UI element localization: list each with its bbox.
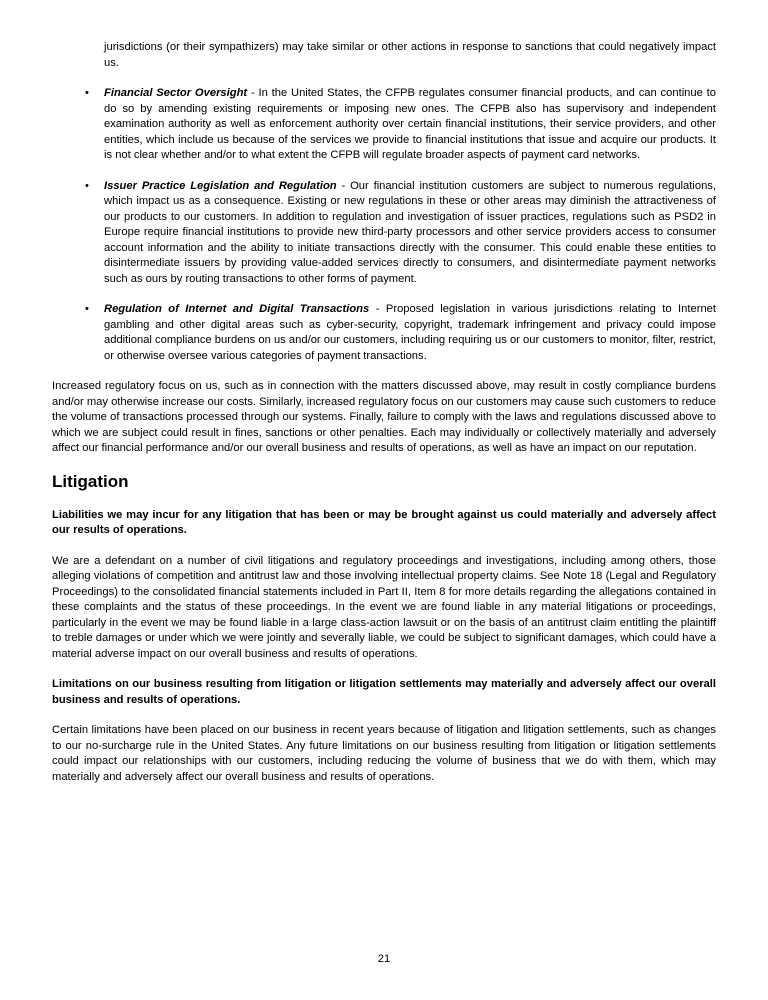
bullet-icon: • bbox=[85, 303, 89, 315]
paragraph-regulatory-focus: Increased regulatory focus on us, such as in connection with the matters discussed above, may result in costly compliance burdens and/or may otherwise increase our costs. Similarly, increased regulatory focus on our customers may cause such customers to reduce the volume of transactions processed through our systems. Finally, failure to comply with the laws and regulations discussed above to which we are subject could result in fines, sanctions or other penalties. Each may individually or collectively materially and adversely affect our financial performance and/or our overall business and results of operations, as well as have an impact on our reputation. bbox=[52, 380, 716, 454]
bullet-item-issuer-practice bbox=[52, 179, 716, 288]
bullet-text bbox=[104, 179, 716, 288]
continuation-paragraph: jurisdictions (or their sympathizers) may take similar or other actions in response to sanctions that could negatively impact us. bbox=[104, 41, 716, 69]
bullet-lead: Issuer Practice Legislation and Regulation bbox=[104, 179, 337, 192]
risk-statement-limitations: Limitations on our business resulting from litigation or litigation settlements may materially and adversely affect our overall business and results of operations. bbox=[52, 678, 716, 706]
paragraph-defendant: We are a defendant on a number of civil litigations and regulatory proceedings and investigations, including among others, those alleging violations of competition and antitrust law and those involving intellectual property claims. See Note 18 (Legal and Regulatory Proceedings) to the consolidated financial statements included in Part II, Item 8 for more details regarding the allegations contained in these complaints and the status of these proceedings. In the event we are found liable in any material litigations or proceedings, particularly in the event we may be found liable in a large class-action lawsuit or on the basis of an antitrust claim entitling the plaintiff to treble damages or under which we were jointly and severally liable, we could be subject to significant damages, which could have a material adverse impact on our overall business and results of operations. bbox=[52, 554, 716, 660]
risk-statement-liabilities: Liabilities we may incur for any litigation that has been or may be brought against us could materially and adversely affect our results of operations. bbox=[52, 508, 716, 536]
paragraph-certain-limitations: Certain limitations have been placed on our business in recent years because of litigation and litigation settlements, such as changes to our no-surcharge rule in the United States. Any future limitations on our business resulting from litigation or litigation settlements could impact our relationships with our customers, including reducing the volume of business that we do with them, which may materially and adversely affect our overall business and results of operations. bbox=[52, 724, 716, 783]
page-number: 21 bbox=[377, 953, 391, 965]
bullet-item-internet-digital-transactions bbox=[52, 302, 716, 364]
bullet-text bbox=[104, 302, 716, 364]
bullet-icon: • bbox=[85, 179, 89, 192]
bullet-lead: Regulation of Internet and Digital Transactions bbox=[104, 303, 370, 315]
section-heading-litigation: Litigation bbox=[52, 471, 129, 491]
bullet-body: - Proposed legislation in various jurisdictions relating to Internet gambling and other digital areas such as cyber-security, copyright, trademark infringement and privacy could impose additional compliance burdens on us and/or our customers, including requiring us or our customers to monitor, filter, restrict, or otherwise oversee various categories of payment transactions. bbox=[104, 303, 716, 362]
bullet-item-financial-sector-oversight bbox=[52, 86, 716, 164]
bullet-icon: • bbox=[85, 87, 89, 99]
bullet-body: - Our financial institution customers are subject to numerous regulations, which impact us as a consequence. Existing or new regulations in these or other areas may diminish the attractiveness of our products to our customers. In addition to regulation and investigation of issuer practices, regulations such as PSD2 in Europe require financial institutions to provide new third-party processors and other service providers access to consumer account information and the ability to initiate transactions directly with the consumer. This could enable these entities to disintermediate issuers by providing value-added services directly to consumers, and disintermediate payment networks such as ours by routing transactions to other forms of payment. bbox=[104, 179, 716, 285]
bullet-body: - In the United States, the CFPB regulates consumer financial products, and can continue to do so by amending existing requirements or imposing new ones. The CFPB also has supervisory and independent examination authority as well as enforcement authority over certain financial institutions, their service providers, and other entities, which include us because of the services we provide to financial institutions that issue and acquire our products. It is not clear whether and/or to what extent the CFPB will regulate broader aspects of payment card networks. bbox=[104, 87, 716, 161]
bullet-text bbox=[104, 86, 716, 164]
bullet-lead: Financial Sector Oversight bbox=[104, 87, 248, 99]
